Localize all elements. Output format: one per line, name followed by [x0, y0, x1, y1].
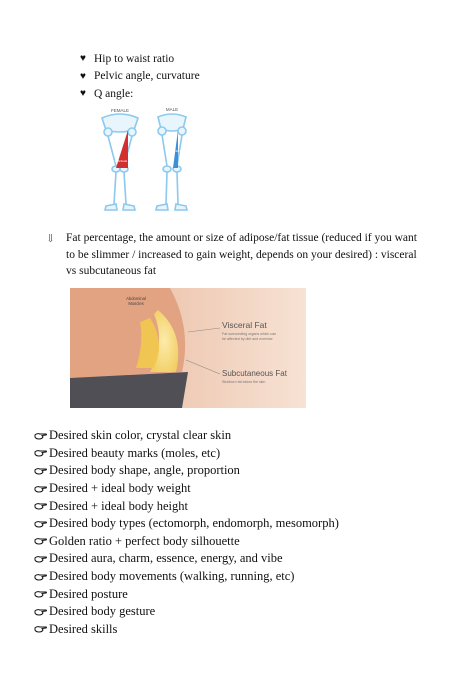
male-q-label: Q ANGLE: [170, 150, 182, 153]
pointing-hand-icon: [34, 484, 48, 494]
list-item: Desired body shape, angle, proportion: [34, 462, 339, 480]
pointing-hand-icon: [34, 554, 48, 564]
pointing-hand-icon: [34, 501, 48, 511]
list-item: ♥ Q angle:: [80, 87, 134, 100]
list-item: Golden ratio + perfect body silhouette: [34, 533, 339, 551]
list-item: Desired aura, charm, essence, energy, and vibe: [34, 550, 339, 568]
female-label: FEMALE: [110, 108, 130, 113]
pointing-hand-icon: [34, 572, 48, 582]
list-item: Desired skin color, crystal clear skin: [34, 427, 339, 445]
visceral-subcutaneous-fat-figure: [70, 288, 306, 408]
pants-waistband: [70, 372, 188, 408]
female-q-label: Q ANGLE: [114, 159, 128, 163]
pointing-hand-icon: [34, 624, 48, 634]
list-item: ♥ Pelvic angle, curvature: [80, 70, 200, 83]
male-q-angle-marker: [173, 130, 178, 168]
pointing-hand-icon: [34, 466, 48, 476]
fat-percentage-paragraph: ⇓ Fat percentage, the amount or size of adipose/fat tissue (reduced if you want to be slimmer / increased to gain weight, depends on your desired) : visceral vs subcutaneous fat: [46, 232, 417, 277]
list-item: Desired skills: [34, 621, 339, 639]
q-angle-skeleton-figure: [92, 104, 194, 216]
subcutaneous-desc: Stubborn fat below the skin: [222, 380, 266, 384]
list-item: ♥ Hip to waist ratio: [80, 52, 175, 65]
male-skeleton: [156, 114, 187, 210]
pointing-hand-icon: [34, 519, 48, 529]
desired-traits-list: [34, 427, 339, 638]
heart-bullet-list: [80, 50, 200, 103]
pointing-hand-icon: [34, 589, 48, 599]
heart-bullet-icon: ♥: [80, 53, 86, 65]
visceral-desc-line-2: be affected by diet and exercise: [222, 337, 273, 341]
pointing-hand-icon: [34, 607, 48, 617]
visceral-desc-line-1: Fat surrounding organs which can: [222, 332, 277, 336]
list-item: Desired body movements (walking, running, etc): [34, 568, 339, 586]
visceral-fat-title: Visceral Fat: [222, 320, 267, 330]
pointing-hand-icon: [34, 431, 48, 441]
list-item: Desired body types (ectomorph, endomorph, mesomorph): [34, 515, 339, 533]
pointing-hand-icon: [34, 536, 48, 546]
male-label: MALE: [165, 107, 179, 112]
heart-bullet-icon: ♥: [80, 88, 86, 100]
heart-bullet-icon: ♥: [80, 70, 86, 82]
pointing-hand-icon: [34, 448, 48, 458]
list-item: Desired beauty marks (moles, etc): [34, 445, 339, 463]
list-item: Desired body gesture: [34, 603, 339, 621]
list-item: Desired + ideal body height: [34, 497, 339, 515]
muscles-label: Muscles: [128, 301, 144, 306]
arrow-bullet-icon: ⇓: [46, 233, 56, 245]
list-item: Desired posture: [34, 585, 339, 603]
subcutaneous-fat-title: Subcutaneous Fat: [222, 369, 287, 378]
list-item: Desired + ideal body weight: [34, 480, 339, 498]
abdominal-label: Abdominal: [126, 296, 146, 301]
